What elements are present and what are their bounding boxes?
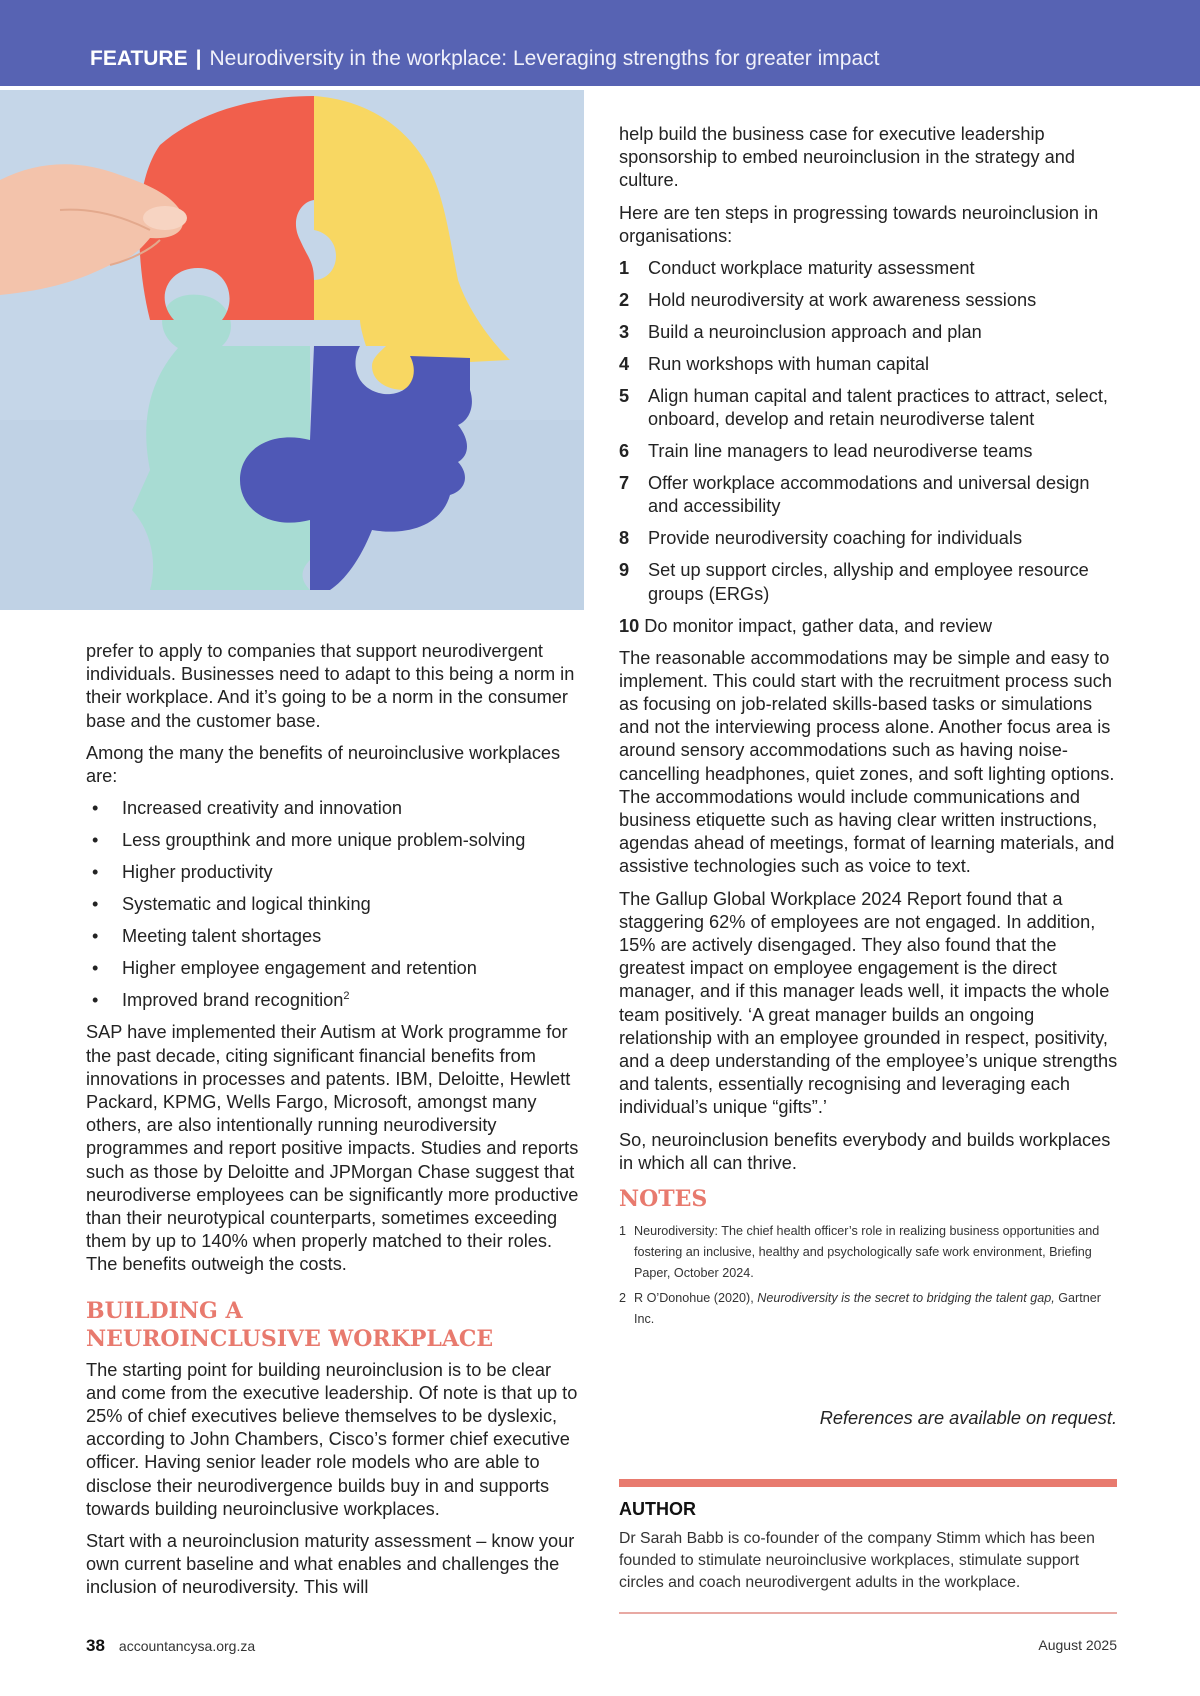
gallup-paragraph: The Gallup Global Workplace 2024 Report found that a staggering 62% of employees are not engaged. In addition, 15% are actively disengaged. They also found that the greatest impact on employee engagement is the direct manager, and if this manager leads well, it impacts the whole team positively. ‘A great manager builds an ongoing relationship with an employee grounded in respect, positivity, and a deep understanding of the employee’s unique strengths and talents, essentially recognising and leveraging each individual’s unique “gifts”.’ [619, 888, 1118, 1118]
left-column [86, 640, 586, 1609]
footer-site[interactable]: accountancysa.org.za [118, 1638, 256, 1654]
benefits-intro: Among the many the benefits of neuroinclusive workplaces are: [86, 742, 561, 787]
section-heading: BUILDING A NEUROINCLUSIVE WORKPLACE [86, 1297, 494, 1352]
list-item: 5 Align human capital and talent practices to attract, select, onboard, develop and retain neurodiverse talent [619, 386, 1108, 430]
list-item: • Higher employee engagement and retention [86, 957, 586, 980]
bullet-icon: • [92, 830, 99, 851]
bullet-icon: • [92, 798, 99, 819]
author-divider [619, 1479, 1117, 1487]
footer-date: August 2025 [1038, 1637, 1117, 1653]
closing-paragraph: So, neuroinclusion benefits everybody and builds workplaces in which all can thrive. [619, 1129, 1111, 1173]
list-item: • Systematic and logical thinking [86, 893, 586, 916]
list-item: 2 R O’Donohue (2020), Neurodiversity is the secret to bridging the talent gap, Gartner Inc. [619, 1291, 1101, 1327]
list-item: 6 Train line managers to lead neurodiverse teams [619, 441, 1033, 462]
header-kicker: FEATURE [90, 47, 188, 70]
list-item: 7 Offer workplace accommodations and universal design and accessibility [619, 473, 1090, 517]
bullet-icon: • [92, 926, 99, 947]
footer-left [86, 1636, 255, 1656]
hero-image [0, 90, 584, 610]
list-item: 4 Run workshops with human capital [619, 354, 930, 375]
list-item: • Meeting talent shortages [86, 925, 586, 948]
list-item: • Higher productivity [86, 861, 586, 884]
header-separator: | [195, 47, 202, 70]
notes-list [619, 1221, 1119, 1330]
list-item: 8 Provide neurodiversity coaching for individuals [619, 528, 1023, 549]
list-item: 2 Hold neurodiversity at work awareness sessions [619, 290, 1037, 311]
accommodations-paragraph: The reasonable accommodations may be simple and easy to implement. This could start with the recruitment process such as focusing on job-related skills-based tasks or simulations and not the interviewing process alone. Another focus area is around sensory accommodations such as having noise-cancelling headphones, quiet zones, and soft lighting options. The accommodations would include communications and business etiquette such as having clear written instructions, agendas ahead of meetings, format of learning materials, and assistive technologies such as voice to text. [619, 647, 1115, 877]
start-with-paragraph: Start with a neuroinclusion maturity assessment – know your own current baseline and what enables and challenges the inclusion of neurodiversity. This will [86, 1531, 575, 1598]
steps-intro: Here are ten steps in progressing towards neuroinclusion in organisations: [619, 202, 1099, 246]
right-column [619, 123, 1119, 1334]
list-item: • Improved brand recognition$^2$ [86, 989, 586, 1012]
bullet-icon: • [92, 894, 99, 915]
list-item: • Increased creativity and innovation [86, 797, 586, 820]
author-label: AUTHOR [619, 1499, 696, 1519]
notes-heading: NOTES [619, 1186, 708, 1213]
puzzle-head-icon [0, 90, 584, 610]
list-item: 1 Neurodiversity: The chief health officer’s role in realizing business opportunities and fostering an inclusive, healthy and psychologically safe work environment, Briefing Paper, October 2024. [619, 1224, 1100, 1281]
author-bio: Dr Sarah Babb is co-founder of the company Stimm which has been founded to stimulate neuroinclusive workplaces, stimulate support circles and coach neurodivergent adults in the workplace. [619, 1530, 1095, 1591]
list-item: 9 Set up support circles, allyship and employee resource groups (ERGs) [619, 560, 1089, 604]
list-item: 10 Do monitor impact, gather data, and review [619, 615, 992, 636]
starting-point-paragraph: The starting point for building neuroinclusion is to be clear and come from the executive leadership. Of note is that up to 25% of chief executives believe themselves to be dyslexic, according to John Chambers, Cisco’s former chief executive officer. Having senior leader role models who are able to disclose their neurodivergence builds buy in and supports towards building neuroinclusive workplaces. [86, 1359, 578, 1519]
continuation-paragraph: help build the business case for executive leadership sponsorship to embed neuroinclusion in the strategy and culture. [619, 124, 1075, 191]
page-number: 38 [86, 1636, 105, 1655]
list-item: • Less groupthink and more unique problem-solving [86, 829, 586, 852]
references-note: References are available on request. [819, 1408, 1117, 1428]
footnote-ref[interactable]: 2 [343, 990, 350, 1003]
bullet-icon: • [92, 958, 99, 979]
intro-paragraph: prefer to apply to companies that support neurodivergent individuals. Businesses need to adapt to this being a norm in their workplace. And it’s going to be a norm in the consumer base and the customer base. [86, 641, 575, 731]
bullet-icon: • [92, 990, 99, 1011]
list-item: 1 Conduct workplace maturity assessment [619, 258, 975, 279]
author-rule [619, 1612, 1117, 1614]
page-header [0, 0, 1200, 86]
list-item: 3 Build a neuroinclusion approach and plan [619, 322, 982, 343]
steps-list [619, 257, 1119, 638]
bullet-icon: • [92, 862, 99, 883]
header-title: Neurodiversity in the workplace: Leveraging strengths for greater impact [209, 47, 880, 70]
sap-paragraph: SAP have implemented their Autism at Work programme for the past decade, citing significant financial benefits from innovations in processes and patents. IBM, Deloitte, Hewlett Packard, KPMG, Wells Fargo, Microsoft, amongst many others, are also intentionally running neurodiversity programmes and report positive impacts. Studies and reports such as those by Deloitte and JPMorgan Chase suggest that neurodiverse employees can be significantly more productive than their neurotypical counterparts, sometimes exceeding them by up to 140% when properly matched to their roles. The benefits outweigh the costs. [86, 1022, 579, 1275]
benefits-list [86, 797, 586, 1012]
